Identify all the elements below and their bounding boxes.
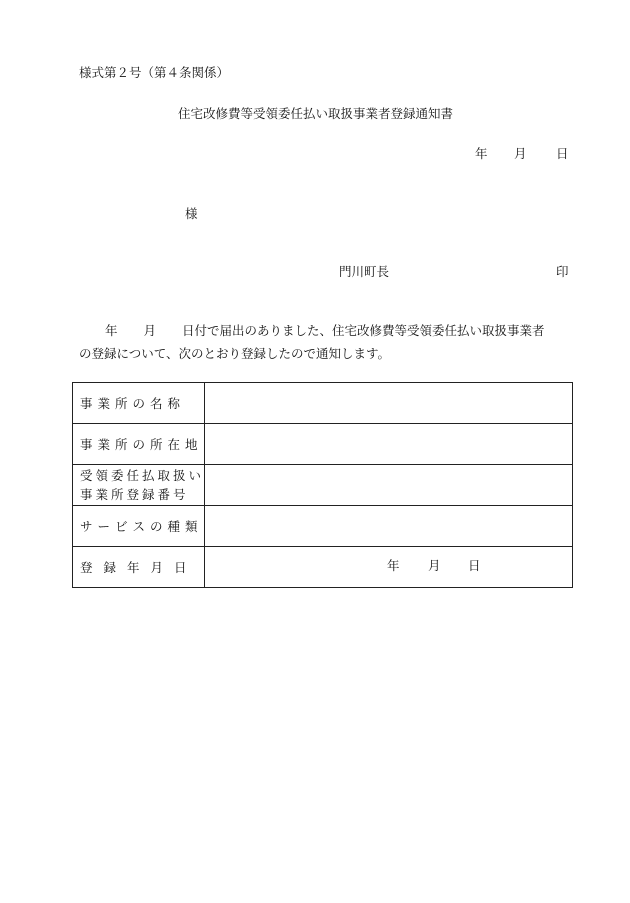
date-day-label: 日 bbox=[556, 146, 569, 161]
table-row bbox=[73, 506, 573, 547]
registration-number-label bbox=[73, 465, 205, 506]
body-text-line-2: の登録について、次のとおり登録したので通知します。 bbox=[79, 346, 391, 361]
registration-number-label-line-1: 受領委任払取扱い bbox=[80, 468, 205, 483]
form-number: 様式第２号（第４条関係） bbox=[79, 65, 230, 80]
office-name-value bbox=[205, 383, 573, 424]
table-row bbox=[73, 465, 573, 506]
body-month-label: 月 bbox=[143, 323, 157, 338]
service-type-label: サービスの種類 bbox=[73, 506, 205, 547]
date-month-label: 月 bbox=[514, 146, 527, 161]
table-row bbox=[73, 383, 573, 424]
office-name-label: 事業所の名称 bbox=[73, 383, 205, 424]
registration-day-label: 日 bbox=[468, 558, 481, 573]
registration-year-label: 年 bbox=[387, 558, 400, 573]
table-row bbox=[73, 547, 573, 588]
office-address-value bbox=[205, 424, 573, 465]
service-type-value bbox=[205, 506, 573, 547]
date-year-label: 年 bbox=[475, 146, 488, 161]
document-title: 住宅改修費等受領委任払い取扱事業者登録通知書 bbox=[178, 106, 454, 121]
registration-info-table bbox=[72, 382, 573, 588]
registration-date-value bbox=[205, 547, 573, 588]
office-address-label: 事業所の所在地 bbox=[73, 424, 205, 465]
addressee-suffix: 様 bbox=[185, 206, 198, 221]
table-row bbox=[73, 424, 573, 465]
seal-mark: 印 bbox=[556, 264, 569, 279]
registration-date-label: 登録年月日 bbox=[73, 547, 205, 588]
body-year-label: 年 bbox=[105, 323, 118, 338]
registration-number-label-line-2: 事業所登録番号 bbox=[80, 487, 189, 502]
body-text-line-1-rest: 日付で届出のありました、住宅改修費等受領委任払い取扱事業者 bbox=[182, 323, 545, 338]
registration-month-label: 月 bbox=[428, 558, 441, 573]
issuer-name: 門川町長 bbox=[339, 264, 390, 279]
registration-number-value bbox=[205, 465, 573, 506]
body-text-line-1 bbox=[79, 325, 574, 338]
